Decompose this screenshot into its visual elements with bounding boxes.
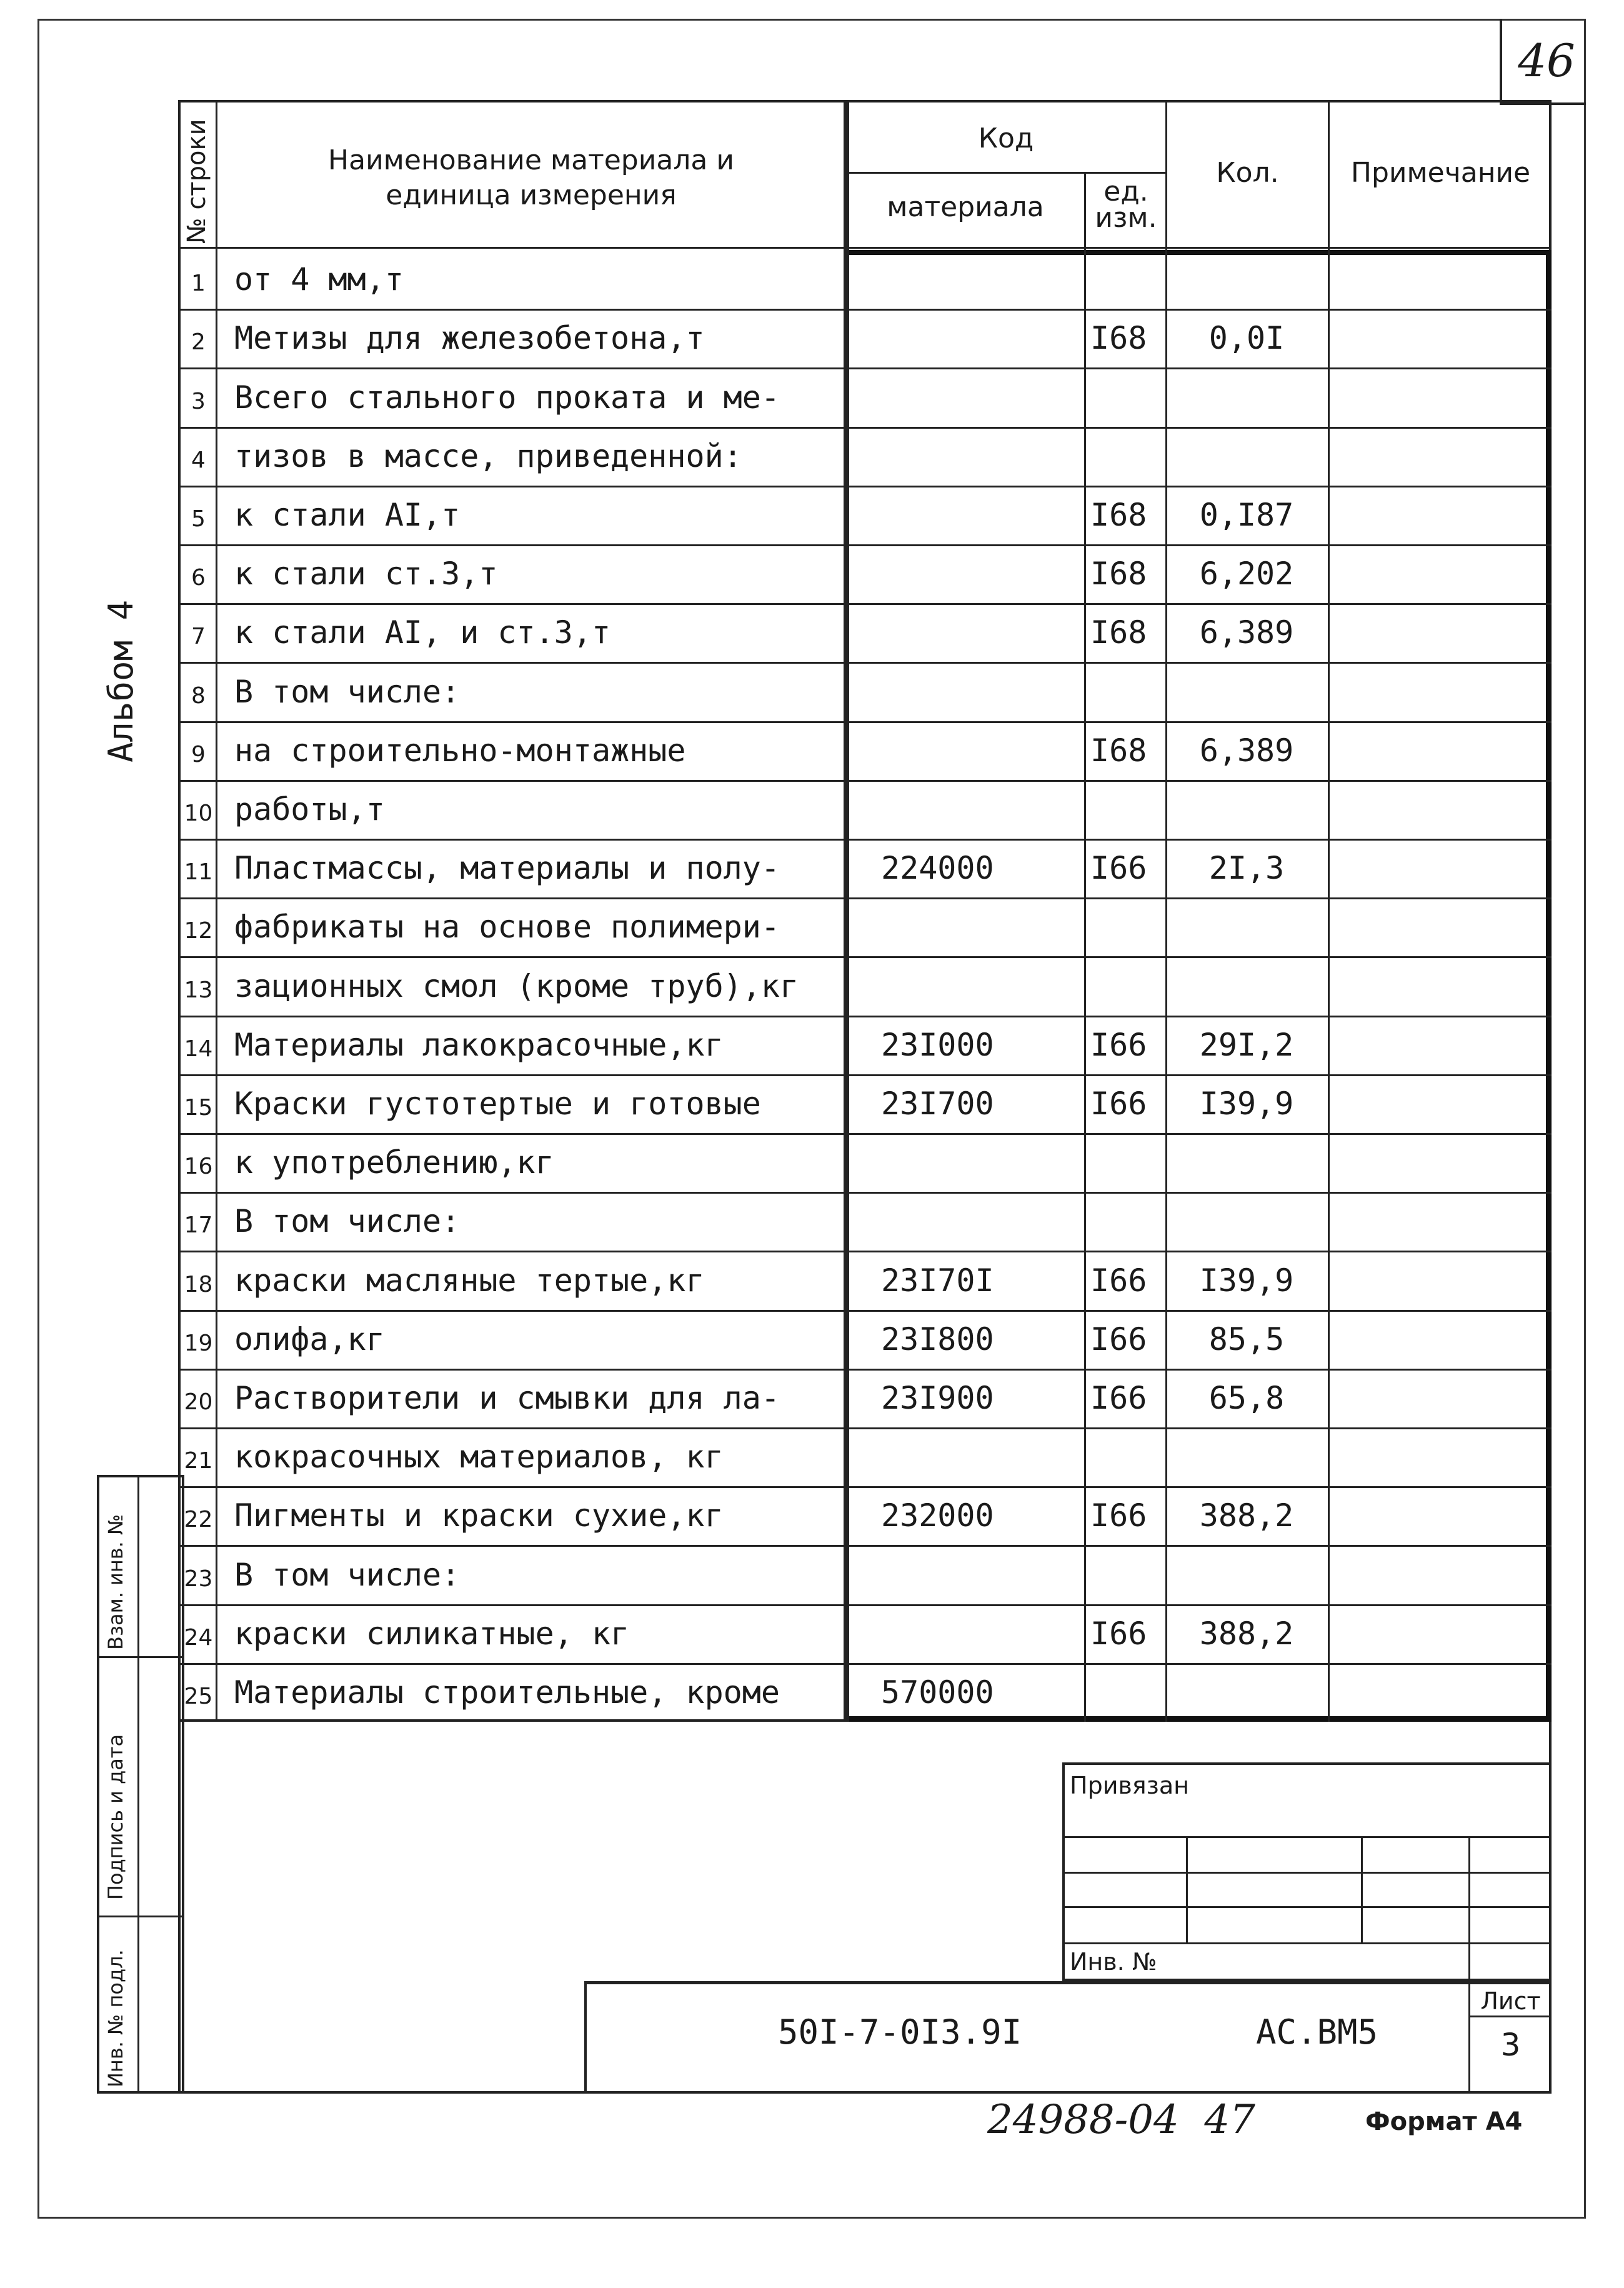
row-name: краски силикатные, кг xyxy=(234,1615,630,1652)
row-name: зационных смол (кроме труб),кг xyxy=(234,967,799,1004)
row-number: 4 xyxy=(191,447,206,473)
row-qty: 6,389 xyxy=(1199,732,1294,769)
row-number: 15 xyxy=(184,1094,213,1121)
stamp-vzam: Взам. инв. № xyxy=(104,1514,127,1650)
header-unit-line2: изм. xyxy=(1095,202,1157,234)
doc-mark: АС.ВМ5 xyxy=(1256,2012,1378,2052)
row-qty: I39,9 xyxy=(1199,1085,1294,1122)
header-row-no: № строки xyxy=(182,119,211,244)
row-unit: I66 xyxy=(1090,1615,1147,1652)
row-number: 3 xyxy=(191,388,206,414)
row-number: 25 xyxy=(184,1683,213,1709)
row-qty: I39,9 xyxy=(1199,1262,1294,1299)
row-unit: I68 xyxy=(1090,732,1147,769)
row-unit: I68 xyxy=(1090,496,1147,533)
row-number: 22 xyxy=(184,1507,213,1533)
row-name: Пластмассы, материалы и полу- xyxy=(234,850,780,887)
row-number: 20 xyxy=(184,1389,213,1415)
row-qty: 388,2 xyxy=(1199,1497,1294,1534)
row-qty: 29I,2 xyxy=(1199,1026,1294,1063)
row-number: 2 xyxy=(191,329,206,356)
row-name: Материалы лакокрасочные,кг xyxy=(234,1026,724,1063)
row-name: Материалы строительные, кроме xyxy=(234,1674,780,1711)
row-name: В том числе: xyxy=(234,673,461,710)
row-material-code: 23I800 xyxy=(881,1321,994,1357)
row-number: 13 xyxy=(184,977,213,1003)
header-code: Код xyxy=(978,122,1034,154)
row-qty: 6,202 xyxy=(1199,556,1294,592)
sheet-label: Лист xyxy=(1480,1987,1541,2015)
row-name: В том числе: xyxy=(234,1203,461,1240)
row-qty: 65,8 xyxy=(1208,1379,1285,1416)
row-name: к стали AI, и ст.3,т xyxy=(234,614,611,651)
row-unit: I68 xyxy=(1090,320,1147,357)
row-unit: I66 xyxy=(1090,1497,1147,1534)
row-qty: 6,389 xyxy=(1199,614,1294,651)
row-number: 18 xyxy=(184,1271,213,1297)
header-name-line1: Наименование материала и xyxy=(328,144,734,176)
row-unit: I66 xyxy=(1090,1026,1147,1063)
row-name: краски масляные тертые,кг xyxy=(234,1262,705,1299)
doc-code-block xyxy=(584,1981,1552,2094)
row-qty: 0,I87 xyxy=(1199,496,1294,533)
header-name-line2: единица измерения xyxy=(386,179,677,211)
row-material-code: 232000 xyxy=(881,1497,994,1534)
header-qty: Кол. xyxy=(1216,157,1279,189)
row-number: 6 xyxy=(191,565,206,591)
header-note: Примечание xyxy=(1350,157,1531,189)
row-number: 9 xyxy=(191,741,206,767)
row-name: Растворители и смывки для ла- xyxy=(234,1379,780,1416)
row-number: 24 xyxy=(184,1624,213,1651)
row-name: Пигменты и краски сухие,кг xyxy=(234,1497,724,1534)
row-unit: I66 xyxy=(1090,1321,1147,1357)
row-name: от 4 мм,т xyxy=(234,261,404,298)
row-unit: I66 xyxy=(1090,850,1147,887)
row-name: к употреблению,кг xyxy=(234,1144,554,1181)
row-material-code: 23I000 xyxy=(881,1026,994,1063)
row-name: кокрасочных материалов, кг xyxy=(234,1439,724,1476)
row-unit: I68 xyxy=(1090,614,1147,651)
row-qty: 2I,3 xyxy=(1208,850,1285,887)
row-number: 11 xyxy=(184,859,213,886)
row-unit: I66 xyxy=(1090,1379,1147,1416)
row-name: В том числе: xyxy=(234,1556,461,1593)
row-name: Всего стального проката и ме- xyxy=(234,379,780,416)
row-number: 10 xyxy=(184,800,213,826)
row-material-code: 23I900 xyxy=(881,1379,994,1416)
inv-no-label: Инв. № xyxy=(1070,1948,1157,1976)
row-material-code: 570000 xyxy=(881,1674,994,1711)
row-unit: I66 xyxy=(1090,1085,1147,1122)
row-number: 14 xyxy=(184,1036,213,1062)
stamp-podpis: Подпись и дата xyxy=(104,1734,127,1900)
privyazan-label: Привязан xyxy=(1070,1772,1189,1799)
row-number: 5 xyxy=(191,506,206,532)
header-unit-line1: ед. xyxy=(1103,176,1148,207)
page-number: 46 xyxy=(1518,34,1575,87)
row-name: к стали ст.3,т xyxy=(234,556,498,592)
row-name: работы,т xyxy=(234,791,385,827)
row-name: на строительно-монтажные xyxy=(234,732,686,769)
row-number: 16 xyxy=(184,1154,213,1180)
album-label: Альбом 4 xyxy=(101,599,141,762)
row-material-code: 23I700 xyxy=(881,1085,994,1122)
row-name: фабрикаты на основе полимери- xyxy=(234,909,780,946)
row-material-code: 224000 xyxy=(881,850,994,887)
row-name: олифа,кг xyxy=(234,1321,385,1357)
row-number: 17 xyxy=(184,1212,213,1239)
row-name: Краски густотертые и готовые xyxy=(234,1085,761,1122)
row-name: Метизы для железобетона,т xyxy=(234,320,705,357)
sheet-number: 3 xyxy=(1500,2027,1521,2063)
doc-code: 50I-7-0I3.9I xyxy=(778,2012,1022,2052)
row-number: 21 xyxy=(184,1448,213,1474)
row-number: 12 xyxy=(184,918,213,944)
row-number: 7 xyxy=(191,624,206,650)
row-name: тизов в массе, приведенной: xyxy=(234,437,742,474)
stamp-inv-podl: Инв. № подл. xyxy=(104,1949,127,2087)
row-qty: 388,2 xyxy=(1199,1615,1294,1652)
row-number: 23 xyxy=(184,1566,213,1592)
row-unit: I68 xyxy=(1090,556,1147,592)
row-number: 19 xyxy=(184,1330,213,1356)
row-name: к стали AI,т xyxy=(234,496,461,533)
row-number: 1 xyxy=(191,271,206,297)
row-qty: 85,5 xyxy=(1208,1321,1285,1357)
header-material: материала xyxy=(887,191,1044,223)
format-label: Формат А4 xyxy=(1365,2107,1523,2136)
handwritten-number: 24988-04 47 xyxy=(987,2097,1255,2143)
row-material-code: 23I70I xyxy=(881,1262,994,1299)
row-number: 8 xyxy=(191,682,206,709)
row-qty: 0,0I xyxy=(1208,320,1285,357)
row-unit: I66 xyxy=(1090,1262,1147,1299)
